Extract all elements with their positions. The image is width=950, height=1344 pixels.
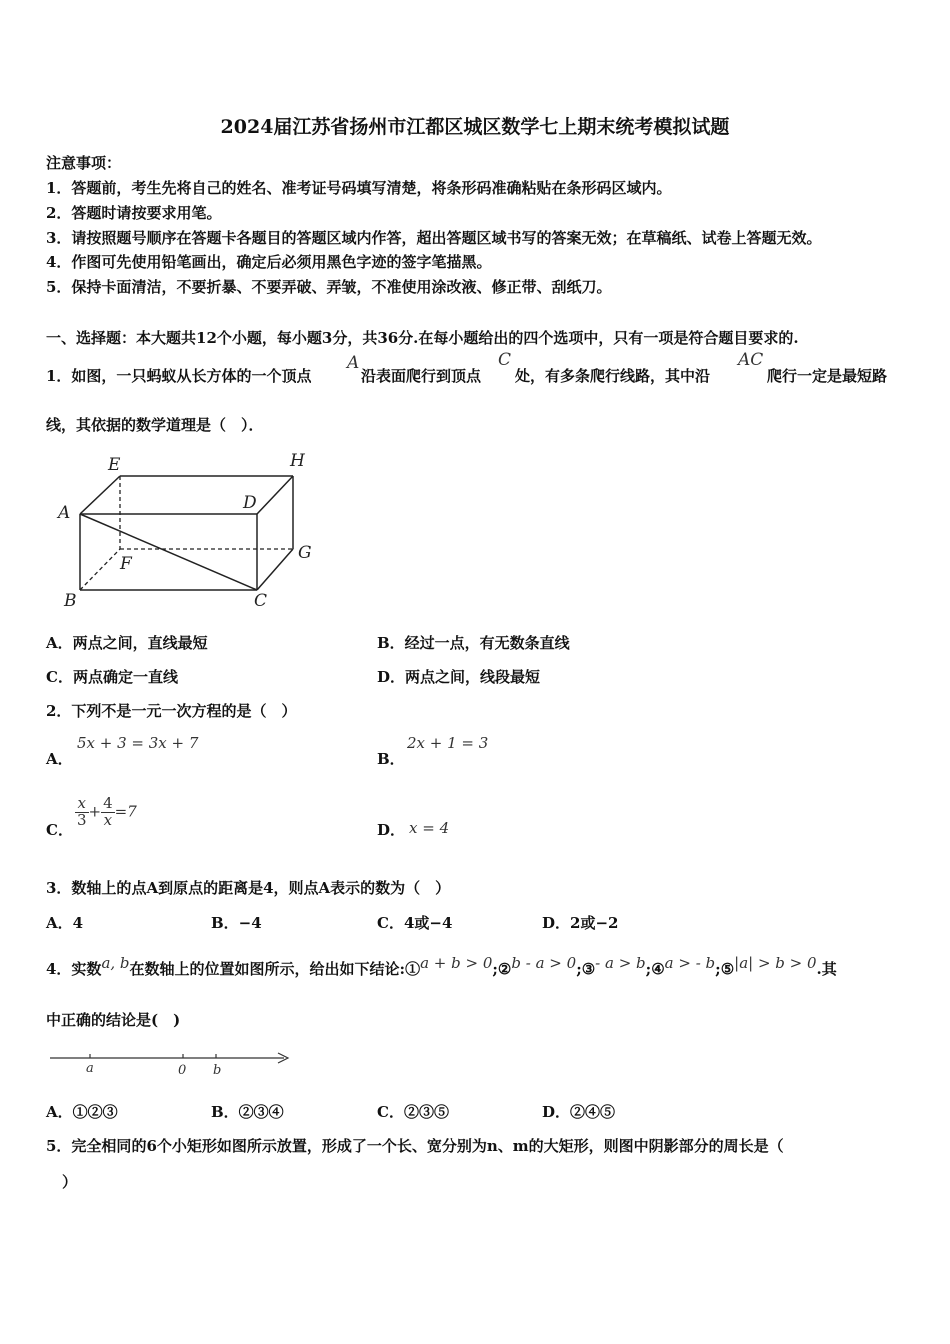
q3-option-A[interactable]: A．4 (46, 914, 84, 932)
q2-option-B-math[interactable]: 2x + 1 = 3 (407, 734, 489, 752)
q2-option-A-label[interactable]: A． (46, 750, 73, 768)
number-line (46, 1046, 296, 1080)
cuboid-figure (50, 448, 330, 618)
notice-item: 2．答题时请按要求用笔。 (46, 204, 222, 222)
q1-stem-part: 沿表面爬行到顶点 (361, 367, 482, 385)
q4-stem-line1: 4．实数 a, b 在数轴上的位置如图所示，给出如下结论:① a + b > 0 ;② b - a > 0 ;③ - a > b ;④ a > - b ;⑤ |a| > b > 0 .其 (46, 954, 837, 978)
q3-option-C[interactable]: C．4或−4 (377, 914, 453, 932)
q4-option-B[interactable]: B．②③④ (211, 1103, 284, 1121)
q1-stem-line2: 线，其依据的数学道理是（ ）． (46, 416, 264, 434)
label-C: C (254, 591, 268, 611)
notice-heading: 注意事项： (46, 154, 122, 172)
line-AC (80, 514, 257, 590)
q1-stem-part: 1．如图，一只蚂蚁从长方体的一个顶点 (46, 367, 312, 385)
notice-item: 3．请按照题号顺序在答题卡各题目的答题区域内作答，超出答题区域书写的答案无效；在草稿纸、试卷上答题无效。 (46, 229, 822, 247)
notice-item: 5．保持卡面清洁，不要折暴、不要弄破、弄皱，不准使用涂改液、修正带、刮纸刀。 (46, 278, 612, 296)
label-A: A (58, 503, 71, 523)
axis-label-b: b (213, 1063, 222, 1078)
fraction: $\frac{4}{x}$ (103, 794, 113, 829)
q3-option-D[interactable]: D．2或−2 (542, 914, 619, 932)
q1-option-D[interactable]: D．两点之间，线段最短 (377, 668, 541, 686)
q4-option-A[interactable]: A．①②③ (46, 1103, 118, 1121)
q5-stem-line1: 5．完全相同的6个小矩形如图所示放置，形成了一个长、宽分别为n、m的大矩形，则图中阴影部分的周长是（ (46, 1137, 784, 1155)
q1-math-A: A (347, 353, 360, 373)
axis-label-a: a (86, 1061, 94, 1076)
q2-option-C-math[interactable]: $\frac{x}{3}$ + $\frac{4}{x}$ =7 (77, 794, 137, 829)
q4-option-C[interactable]: C．②③⑤ (377, 1103, 449, 1121)
edge-DH (257, 476, 293, 514)
q1-option-C[interactable]: C．两点确定一直线 (46, 668, 178, 686)
q3-option-B[interactable]: B．−4 (211, 914, 262, 932)
label-G: G (298, 543, 312, 563)
page-title: 2024届江苏省扬州市江都区城区数学七上期末统考模拟试题 (220, 116, 730, 138)
edge-AE (80, 476, 120, 514)
q2-option-C-label[interactable]: C． (46, 821, 73, 839)
q4-option-D[interactable]: D．②④⑤ (542, 1103, 616, 1121)
q1-option-B[interactable]: B．经过一点，有无数条直线 (377, 634, 570, 652)
q2-option-D-math[interactable]: x = 4 (409, 819, 450, 837)
q2-option-D-label[interactable]: D． (377, 821, 406, 839)
q2-option-A-math[interactable]: 5x + 3 = 3x + 7 (77, 734, 199, 752)
axis-label-0: 0 (178, 1063, 187, 1078)
q1-math-AC: AC (738, 350, 764, 370)
label-D: D (243, 493, 257, 513)
q1-stem-part: 爬行一定是最短路 (767, 367, 888, 385)
q3-stem: 3．数轴上的点A到原点的距离是4，则点A表示的数为（ ） (46, 879, 451, 897)
section-heading: 一、选择题：本大题共12个小题，每小题3分，共36分.在每小题给出的四个选项中，只有一项是符合题目要求的. (46, 329, 799, 347)
q2-stem: 2．下列不是一元一次方程的是（ ） (46, 702, 297, 720)
notice-item: 4．作图可先使用铅笔画出，确定后必须用黑色字迹的签字笔描黑。 (46, 253, 492, 271)
notice-item: 1．答题前，考生先将自己的姓名、准考证号码填写清楚，将条形码准确粘贴在条形码区域内。 (46, 179, 672, 197)
hidden-edge-BF (80, 549, 120, 590)
q1-stem-part: 处，有多条爬行线路，其中沿 (515, 367, 711, 385)
q5-stem-line2: ） (62, 1173, 78, 1191)
fraction: $\frac{x}{3}$ (77, 794, 87, 829)
q4-stem-line2: 中正确的结论是( ) (46, 1011, 181, 1029)
q1-math-C: C (498, 350, 512, 370)
q2-option-B-label[interactable]: B． (377, 750, 405, 768)
q1-option-A[interactable]: A．两点之间，直线最短 (46, 634, 208, 652)
label-E: E (108, 455, 121, 475)
edge-CG (257, 549, 293, 590)
label-H: H (290, 451, 305, 471)
label-B: B (64, 591, 77, 611)
label-F: F (120, 554, 132, 574)
